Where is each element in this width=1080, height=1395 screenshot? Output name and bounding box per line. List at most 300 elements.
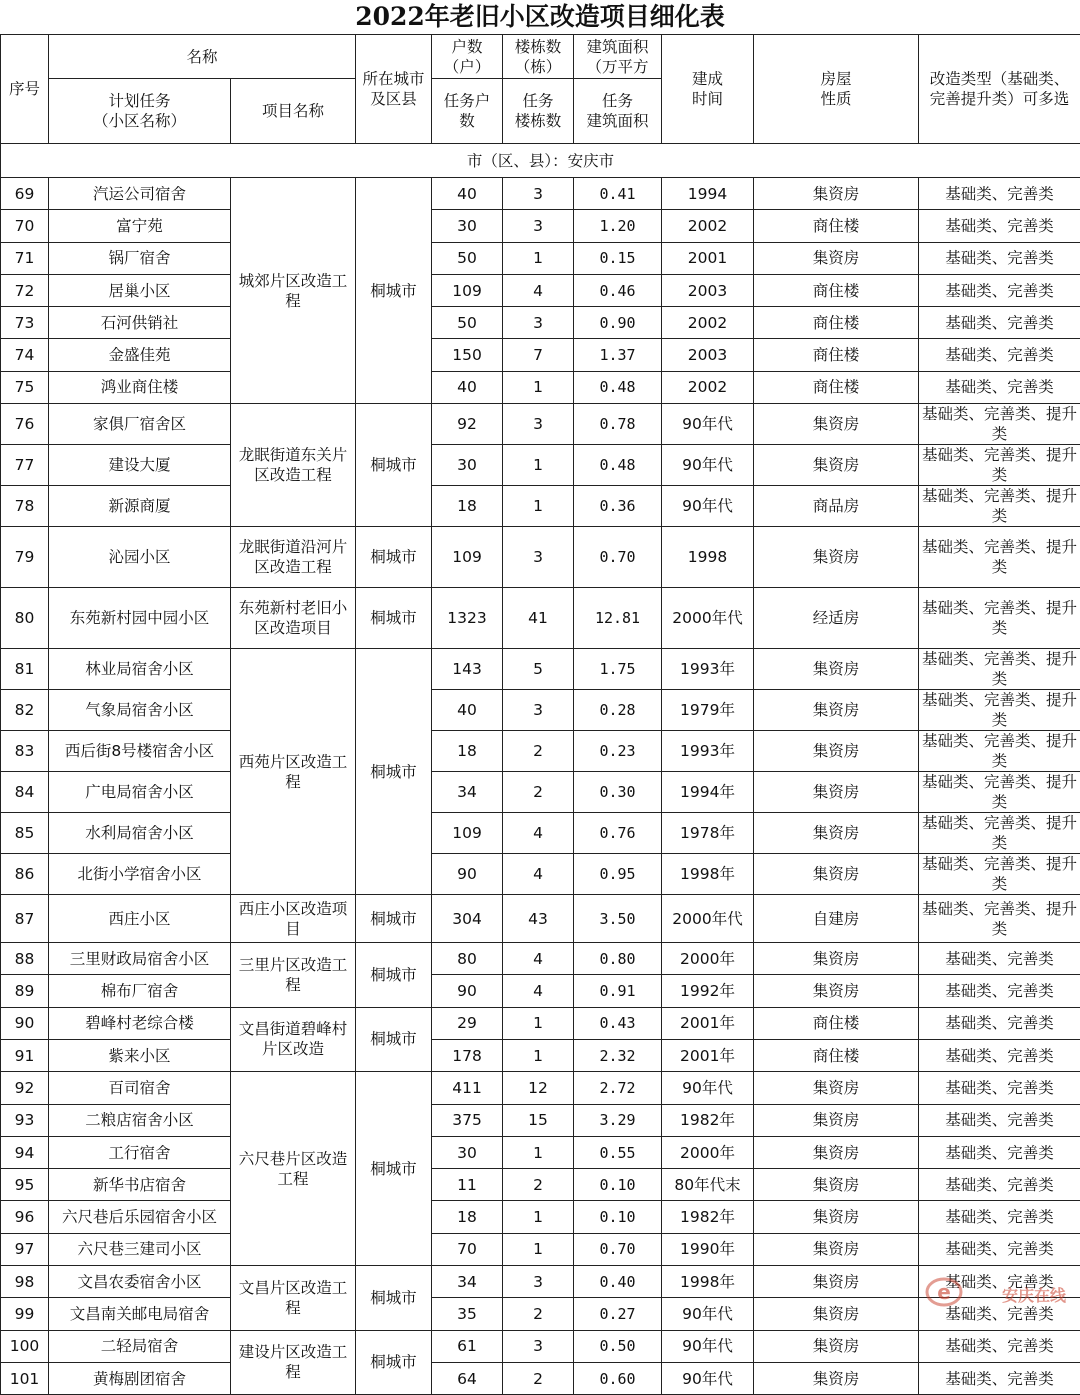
- cell-households: 109: [432, 274, 503, 306]
- cell-renovation-type: [919, 371, 1080, 403]
- cell-area: 0.10: [574, 1201, 662, 1233]
- cell-community-name: 气象局宿舍小区: [49, 690, 231, 731]
- cell-no: 74: [1, 339, 49, 371]
- cell-house-nature: 集资房: [754, 731, 919, 772]
- cell-build-year: 1979年: [662, 690, 754, 731]
- cell-buildings: 5: [503, 649, 574, 690]
- cell-households: 70: [432, 1233, 503, 1265]
- cell-community-name: 富宁苑: [49, 210, 231, 242]
- cell-area: 0.48: [574, 371, 662, 403]
- cell-area: 1.75: [574, 649, 662, 690]
- cell-area: 0.46: [574, 274, 662, 306]
- table-row: [1, 772, 1080, 813]
- cell-community-name: 建设大厦: [49, 445, 231, 486]
- cell-community-name: 西庄小区: [49, 895, 231, 943]
- cell-buildings: 1: [503, 371, 574, 403]
- cell-area: 0.60: [574, 1362, 662, 1394]
- renovation-type-text: 基础类、完善类: [921, 1013, 1078, 1033]
- cell-house-nature: 商住楼: [754, 1007, 919, 1039]
- cell-community-name: 二粮店宿舍小区: [49, 1104, 231, 1136]
- table-row: [1, 307, 1080, 339]
- cell-city: 桐城市: [356, 895, 432, 943]
- cell-buildings: 4: [503, 943, 574, 975]
- cell-area: 3.29: [574, 1104, 662, 1136]
- cell-community-name: 北街小学宿舍小区: [49, 854, 231, 895]
- cell-area: 0.50: [574, 1330, 662, 1362]
- cell-community-name: 三里财政局宿舍小区: [49, 943, 231, 975]
- cell-no: 80: [1, 588, 49, 649]
- renovation-type-text: 基础类、完善类、提升类: [921, 445, 1078, 485]
- table-row: [1, 486, 1080, 527]
- cell-no: 72: [1, 274, 49, 306]
- table-row: [1, 178, 1080, 210]
- renovation-type-text: 基础类、完善类、提升类: [921, 537, 1078, 577]
- cell-no: 73: [1, 307, 49, 339]
- cell-build-year: 1992年: [662, 975, 754, 1007]
- renovation-type-text: 基础类、完善类: [921, 949, 1078, 969]
- cell-renovation-type: [919, 242, 1080, 274]
- header-name-group: 名称: [49, 35, 356, 79]
- cell-project-name: 城郊片区改造工程: [231, 178, 356, 404]
- cell-no: 92: [1, 1072, 49, 1104]
- cell-buildings: 3: [503, 210, 574, 242]
- cell-house-nature: 集资房: [754, 943, 919, 975]
- cell-buildings: 3: [503, 178, 574, 210]
- renovation-type-text: 基础类、完善类、提升类: [921, 598, 1078, 638]
- cell-no: 98: [1, 1266, 49, 1298]
- cell-area: 0.80: [574, 943, 662, 975]
- cell-area: 0.70: [574, 527, 662, 588]
- svg-text:e: e: [937, 1280, 951, 1304]
- cell-households: 304: [432, 895, 503, 943]
- cell-renovation-type: [919, 178, 1080, 210]
- renovation-type-text: 基础类、完善类: [921, 1272, 1078, 1292]
- renovation-type-text: 基础类、完善类: [921, 281, 1078, 301]
- page-title: 2022年老旧小区改造项目细化表: [0, 0, 1080, 34]
- cell-renovation-type: [919, 339, 1080, 371]
- cell-households: 92: [432, 404, 503, 445]
- cell-renovation-type: [919, 1169, 1080, 1201]
- cell-renovation-type: [919, 772, 1080, 813]
- table-row: [1, 1330, 1080, 1362]
- cell-house-nature: 集资房: [754, 1298, 919, 1330]
- cell-area: 0.70: [574, 1233, 662, 1265]
- header-seq: 序号: [1, 35, 49, 144]
- cell-renovation-type: [919, 1039, 1080, 1071]
- table-row: [1, 1104, 1080, 1136]
- cell-households: 35: [432, 1298, 503, 1330]
- cell-households: 34: [432, 772, 503, 813]
- watermark-text: 安庆在线: [1002, 1283, 1066, 1306]
- cell-households: 109: [432, 813, 503, 854]
- header-city: 所在城市 及区县: [356, 35, 432, 144]
- cell-households: 29: [432, 1007, 503, 1039]
- cell-no: 101: [1, 1362, 49, 1394]
- cell-community-name: 林业局宿舍小区: [49, 649, 231, 690]
- renovation-type-text: 基础类、完善类: [921, 1110, 1078, 1130]
- cell-no: 97: [1, 1233, 49, 1265]
- cell-house-nature: 商住楼: [754, 274, 919, 306]
- table-row: [1, 649, 1080, 690]
- cell-house-nature: 集资房: [754, 445, 919, 486]
- cell-build-year: 1978年: [662, 813, 754, 854]
- cell-house-nature: 集资房: [754, 1330, 919, 1362]
- cell-community-name: 新源商厦: [49, 486, 231, 527]
- cell-renovation-type: [919, 1007, 1080, 1039]
- cell-house-nature: 集资房: [754, 178, 919, 210]
- cell-no: 75: [1, 371, 49, 403]
- table-row: [1, 274, 1080, 306]
- cell-renovation-type: [919, 690, 1080, 731]
- cell-no: 100: [1, 1330, 49, 1362]
- cell-no: 79: [1, 527, 49, 588]
- cell-community-name: 西后街8号楼宿舍小区: [49, 731, 231, 772]
- cell-project-name: 龙眠街道东关片区改造工程: [231, 404, 356, 527]
- cell-households: 1323: [432, 588, 503, 649]
- cell-buildings: 1: [503, 1007, 574, 1039]
- cell-build-year: 90年代: [662, 404, 754, 445]
- cell-households: 411: [432, 1072, 503, 1104]
- cell-house-nature: 经适房: [754, 588, 919, 649]
- cell-house-nature: 自建房: [754, 895, 919, 943]
- cell-buildings: 1: [503, 486, 574, 527]
- cell-project-name: 建设片区改造工程: [231, 1330, 356, 1395]
- watermark: [924, 1270, 1074, 1312]
- cell-households: 30: [432, 445, 503, 486]
- cell-build-year: 2001年: [662, 1039, 754, 1071]
- renovation-table: [0, 34, 1080, 1395]
- cell-households: 150: [432, 339, 503, 371]
- cell-city: 桐城市: [356, 1007, 432, 1072]
- renovation-type-text: 基础类、完善类、提升类: [921, 854, 1078, 894]
- cell-no: 84: [1, 772, 49, 813]
- renovation-type-text: 基础类、完善类: [921, 1143, 1078, 1163]
- header-plan-task: 计划任务 （小区名称）: [49, 79, 231, 144]
- table-row: [1, 588, 1080, 649]
- header-project-name: 项目名称: [231, 79, 356, 144]
- cell-buildings: 15: [503, 1104, 574, 1136]
- cell-no: 70: [1, 210, 49, 242]
- cell-households: 109: [432, 527, 503, 588]
- cell-community-name: 碧峰村老综合楼: [49, 1007, 231, 1039]
- cell-house-nature: 集资房: [754, 404, 919, 445]
- table-row: [1, 404, 1080, 445]
- cell-build-year: 2001: [662, 242, 754, 274]
- cell-households: 18: [432, 486, 503, 527]
- cell-renovation-type: [919, 588, 1080, 649]
- cell-house-nature: 集资房: [754, 527, 919, 588]
- cell-households: 80: [432, 943, 503, 975]
- cell-no: 77: [1, 445, 49, 486]
- cell-no: 93: [1, 1104, 49, 1136]
- table-row: [1, 1201, 1080, 1233]
- cell-house-nature: 集资房: [754, 649, 919, 690]
- cell-households: 40: [432, 178, 503, 210]
- cell-households: 40: [432, 371, 503, 403]
- table-row: [1, 339, 1080, 371]
- header-task-households: 任务户 数: [432, 79, 503, 144]
- cell-build-year: 2000年代: [662, 588, 754, 649]
- renovation-type-text: 基础类、完善类: [921, 216, 1078, 236]
- table-row: [1, 1136, 1080, 1168]
- cell-community-name: 黄梅剧团宿舍: [49, 1362, 231, 1394]
- cell-house-nature: 商住楼: [754, 371, 919, 403]
- cell-community-name: 居巢小区: [49, 274, 231, 306]
- renovation-type-text: 基础类、完善类: [921, 1304, 1078, 1324]
- cell-buildings: 7: [503, 339, 574, 371]
- cell-area: 0.43: [574, 1007, 662, 1039]
- renovation-type-text: 基础类、完善类、提升类: [921, 486, 1078, 526]
- cell-area: 0.40: [574, 1266, 662, 1298]
- renovation-type-text: 基础类、完善类: [921, 248, 1078, 268]
- cell-build-year: 2002: [662, 371, 754, 403]
- cell-renovation-type: [919, 1233, 1080, 1265]
- cell-project-name: 西庄小区改造项目: [231, 895, 356, 943]
- cell-build-year: 2000年: [662, 1136, 754, 1168]
- cell-no: 96: [1, 1201, 49, 1233]
- renovation-type-text: 基础类、完善类: [921, 184, 1078, 204]
- cell-community-name: 沁园小区: [49, 527, 231, 588]
- cell-renovation-type: [919, 854, 1080, 895]
- cell-community-name: 广电局宿舍小区: [49, 772, 231, 813]
- cell-buildings: 41: [503, 588, 574, 649]
- cell-households: 143: [432, 649, 503, 690]
- table-row: [1, 1298, 1080, 1330]
- cell-buildings: 3: [503, 1266, 574, 1298]
- cell-renovation-type: [919, 975, 1080, 1007]
- renovation-type-text: 基础类、完善类、提升类: [921, 813, 1078, 853]
- table-row: [1, 242, 1080, 274]
- cell-buildings: 4: [503, 854, 574, 895]
- cell-buildings: 12: [503, 1072, 574, 1104]
- cell-build-year: 1993年: [662, 731, 754, 772]
- renovation-type-text: 基础类、完善类: [921, 1046, 1078, 1066]
- table-body: [1, 144, 1080, 1395]
- cell-households: 40: [432, 690, 503, 731]
- cell-households: 90: [432, 854, 503, 895]
- cell-renovation-type: [919, 731, 1080, 772]
- cell-no: 88: [1, 943, 49, 975]
- cell-renovation-type: [919, 307, 1080, 339]
- cell-area: 0.78: [574, 404, 662, 445]
- cell-build-year: 2001年: [662, 1007, 754, 1039]
- table-row: [1, 1233, 1080, 1265]
- cell-community-name: 新华书店宿舍: [49, 1169, 231, 1201]
- cell-area: 2.72: [574, 1072, 662, 1104]
- cell-no: 89: [1, 975, 49, 1007]
- cell-community-name: 锅厂宿舍: [49, 242, 231, 274]
- cell-renovation-type: [919, 445, 1080, 486]
- cell-households: 34: [432, 1266, 503, 1298]
- cell-renovation-type: [919, 895, 1080, 943]
- renovation-type-text: 基础类、完善类、提升类: [921, 899, 1078, 939]
- cell-area: 12.81: [574, 588, 662, 649]
- cell-renovation-type: [919, 943, 1080, 975]
- cell-area: 0.95: [574, 854, 662, 895]
- cell-buildings: 2: [503, 1169, 574, 1201]
- cell-project-name: 文昌街道碧峰村片区改造: [231, 1007, 356, 1072]
- cell-buildings: 3: [503, 527, 574, 588]
- cell-renovation-type: [919, 1072, 1080, 1104]
- cell-house-nature: 集资房: [754, 1233, 919, 1265]
- cell-city: 桐城市: [356, 649, 432, 895]
- cell-no: 95: [1, 1169, 49, 1201]
- cell-households: 18: [432, 731, 503, 772]
- cell-house-nature: 集资房: [754, 1266, 919, 1298]
- cell-community-name: 家俱厂宿舍区: [49, 404, 231, 445]
- cell-city: 桐城市: [356, 527, 432, 588]
- cell-build-year: 2003: [662, 274, 754, 306]
- cell-households: 11: [432, 1169, 503, 1201]
- cell-city: 桐城市: [356, 178, 432, 404]
- cell-area: 0.30: [574, 772, 662, 813]
- cell-build-year: 2002: [662, 210, 754, 242]
- header-build-time: 建成 时间: [662, 35, 754, 144]
- cell-renovation-type: [919, 404, 1080, 445]
- cell-area: 1.37: [574, 339, 662, 371]
- cell-households: 50: [432, 242, 503, 274]
- cell-buildings: 1: [503, 242, 574, 274]
- cell-build-year: 2000年代: [662, 895, 754, 943]
- cell-city: 桐城市: [356, 943, 432, 1008]
- cell-renovation-type: [919, 486, 1080, 527]
- table-row: [1, 445, 1080, 486]
- cell-house-nature: 集资房: [754, 1072, 919, 1104]
- cell-build-year: 2003: [662, 339, 754, 371]
- cell-no: 90: [1, 1007, 49, 1039]
- cell-build-year: 1993年: [662, 649, 754, 690]
- header-task-buildings: 任务 楼栋数: [503, 79, 574, 144]
- cell-renovation-type: [919, 1104, 1080, 1136]
- cell-community-name: 六尺巷三建司小区: [49, 1233, 231, 1265]
- cell-households: 64: [432, 1362, 503, 1394]
- cell-buildings: 43: [503, 895, 574, 943]
- cell-area: 0.15: [574, 242, 662, 274]
- cell-community-name: 东苑新村园中园小区: [49, 588, 231, 649]
- cell-no: 83: [1, 731, 49, 772]
- table-row: [1, 690, 1080, 731]
- header-nature: 房屋 性质: [754, 35, 919, 144]
- cell-house-nature: 集资房: [754, 975, 919, 1007]
- cell-house-nature: 商住楼: [754, 339, 919, 371]
- cell-area: 0.27: [574, 1298, 662, 1330]
- cell-area: 0.91: [574, 975, 662, 1007]
- cell-renovation-type: [919, 1201, 1080, 1233]
- cell-house-nature: 商住楼: [754, 307, 919, 339]
- cell-house-nature: 商品房: [754, 486, 919, 527]
- cell-community-name: 鸿业商住楼: [49, 371, 231, 403]
- table-row: [1, 854, 1080, 895]
- cell-area: 3.50: [574, 895, 662, 943]
- cell-no: 81: [1, 649, 49, 690]
- cell-buildings: 1: [503, 445, 574, 486]
- header-buildings: 楼栋数 （栋）: [503, 35, 574, 79]
- cell-house-nature: 集资房: [754, 1136, 919, 1168]
- table-row: [1, 731, 1080, 772]
- cell-city: 桐城市: [356, 404, 432, 527]
- cell-no: 99: [1, 1298, 49, 1330]
- cell-community-name: 金盛佳苑: [49, 339, 231, 371]
- renovation-type-text: 基础类、完善类、提升类: [921, 690, 1078, 730]
- renovation-type-text: 基础类、完善类: [921, 313, 1078, 333]
- table-row: [1, 895, 1080, 943]
- cell-community-name: 工行宿舍: [49, 1136, 231, 1168]
- cell-households: 50: [432, 307, 503, 339]
- renovation-type-text: 基础类、完善类: [921, 345, 1078, 365]
- header-task-area: 任务 建筑面积: [574, 79, 662, 144]
- cell-house-nature: 集资房: [754, 242, 919, 274]
- table-row: [1, 943, 1080, 975]
- cell-house-nature: 商住楼: [754, 1039, 919, 1071]
- cell-no: 94: [1, 1136, 49, 1168]
- cell-house-nature: 集资房: [754, 1362, 919, 1394]
- cell-renovation-type: [919, 649, 1080, 690]
- cell-buildings: 2: [503, 1362, 574, 1394]
- cell-project-name: 东苑新村老旧小区改造项目: [231, 588, 356, 649]
- cell-area: 0.23: [574, 731, 662, 772]
- cell-renovation-type: [919, 1136, 1080, 1168]
- header-type: 改造类型（基础类、 完善提升类）可多选: [919, 35, 1080, 144]
- city-section-row: 市（区、县）：安庆市: [1, 144, 1080, 178]
- watermark-logo-icon: [924, 1270, 964, 1310]
- cell-buildings: 3: [503, 690, 574, 731]
- cell-households: 30: [432, 1136, 503, 1168]
- cell-community-name: 紫来小区: [49, 1039, 231, 1071]
- cell-buildings: 1: [503, 1201, 574, 1233]
- renovation-type-text: 基础类、完善类: [921, 1207, 1078, 1227]
- cell-house-nature: 集资房: [754, 1104, 919, 1136]
- cell-house-nature: 集资房: [754, 1201, 919, 1233]
- cell-area: 0.36: [574, 486, 662, 527]
- cell-city: 桐城市: [356, 1072, 432, 1266]
- cell-area: 2.32: [574, 1039, 662, 1071]
- table-row: [1, 371, 1080, 403]
- cell-buildings: 2: [503, 731, 574, 772]
- cell-project-name: 六尺巷片区改造工程: [231, 1072, 356, 1266]
- cell-build-year: 1998年: [662, 1266, 754, 1298]
- renovation-type-text: 基础类、完善类: [921, 1336, 1078, 1356]
- cell-city: 桐城市: [356, 1266, 432, 1331]
- cell-no: 91: [1, 1039, 49, 1071]
- cell-households: 375: [432, 1104, 503, 1136]
- cell-project-name: 三里片区改造工程: [231, 943, 356, 1008]
- cell-community-name: 汽运公司宿舍: [49, 178, 231, 210]
- renovation-type-text: 基础类、完善类、提升类: [921, 731, 1078, 771]
- table-row: [1, 210, 1080, 242]
- cell-project-name: 西苑片区改造工程: [231, 649, 356, 895]
- cell-community-name: 百司宿舍: [49, 1072, 231, 1104]
- cell-house-nature: 集资房: [754, 1169, 919, 1201]
- table-row: [1, 975, 1080, 1007]
- cell-community-name: 文昌南关邮电局宿舍: [49, 1298, 231, 1330]
- renovation-type-text: 基础类、完善类: [921, 377, 1078, 397]
- cell-build-year: 1990年: [662, 1233, 754, 1265]
- cell-build-year: 2000年: [662, 943, 754, 975]
- table-row: [1, 1266, 1080, 1298]
- cell-build-year: 90年代: [662, 1362, 754, 1394]
- cell-households: 178: [432, 1039, 503, 1071]
- table-row: [1, 1072, 1080, 1104]
- cell-no: 82: [1, 690, 49, 731]
- cell-no: 86: [1, 854, 49, 895]
- cell-buildings: 1: [503, 1136, 574, 1168]
- cell-households: 90: [432, 975, 503, 1007]
- cell-build-year: 1998: [662, 527, 754, 588]
- cell-no: 76: [1, 404, 49, 445]
- renovation-type-text: 基础类、完善类、提升类: [921, 649, 1078, 689]
- table-row: [1, 527, 1080, 588]
- cell-community-name: 棉布厂宿舍: [49, 975, 231, 1007]
